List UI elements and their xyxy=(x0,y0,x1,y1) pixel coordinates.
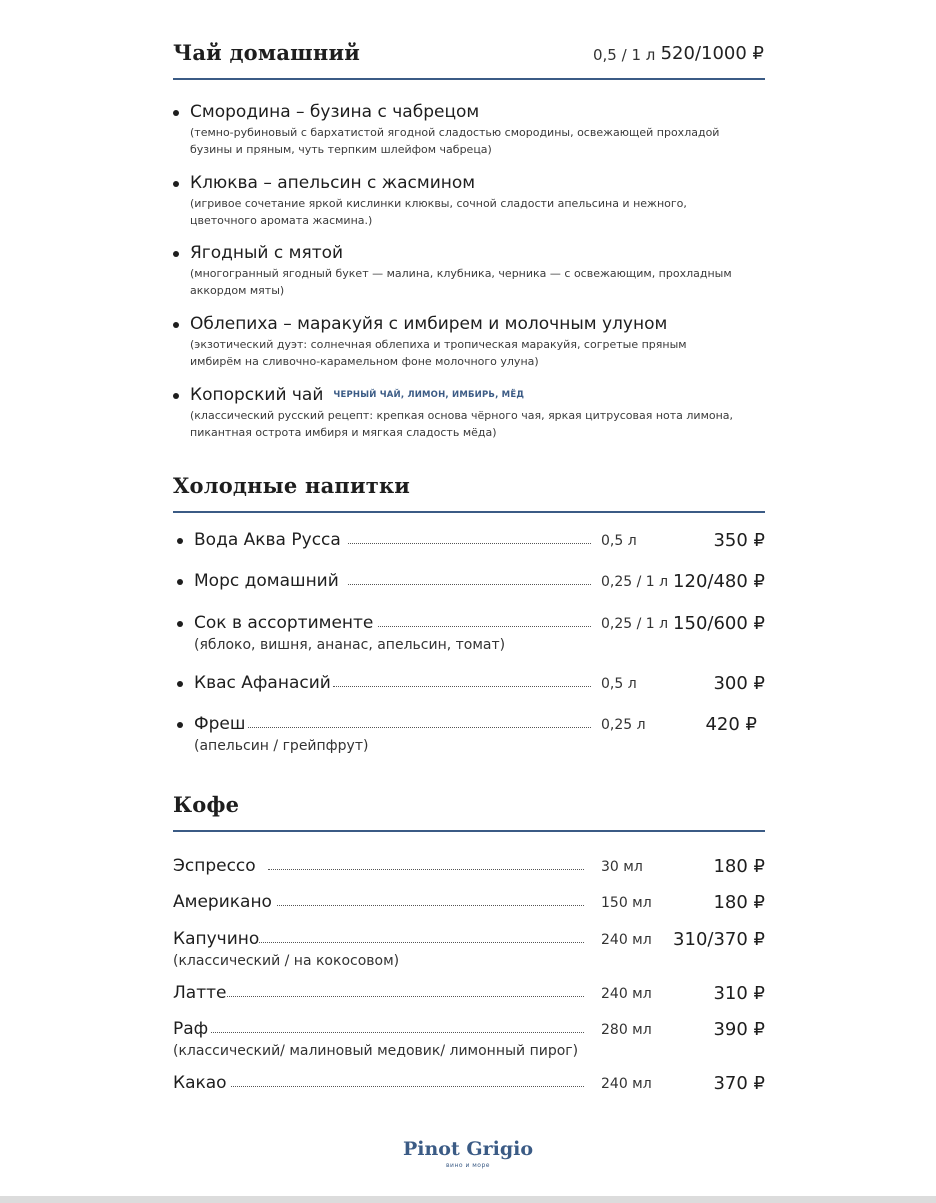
item-volume: 280 мл xyxy=(601,1022,652,1038)
tea-item-description xyxy=(190,195,687,229)
item-volume: 240 мл xyxy=(601,986,652,1002)
leader-dots xyxy=(259,942,584,943)
item-name: Вода Аква Русса xyxy=(194,530,341,550)
item-volume: 150 мл xyxy=(601,895,652,911)
menu-row xyxy=(173,929,765,969)
item-subtitle: (классический / на кокосовом) xyxy=(173,953,400,969)
bullet-icon xyxy=(173,110,179,116)
item-volume: 240 мл xyxy=(601,1076,652,1092)
item-volume: 30 мл xyxy=(601,859,643,875)
item-price: 180 ₽ xyxy=(713,892,765,913)
item-name: Фреш xyxy=(194,714,246,734)
menu-row xyxy=(173,673,765,695)
tea-item-name xyxy=(190,385,524,405)
bullet-icon xyxy=(177,579,183,585)
leader-dots xyxy=(348,584,591,585)
menu-row xyxy=(173,983,765,1005)
leader-dots xyxy=(268,869,584,870)
item-name: Морс домашний xyxy=(194,571,339,591)
item-price: 310/370 ₽ xyxy=(673,929,765,950)
leader-dots xyxy=(277,905,584,906)
tea-item-desc-line: (многогранный ягодный букет — малина, клубника, черника — с освежающим, прохладным xyxy=(190,267,732,280)
tea-item-name: Смородина – бузина с чабрецом xyxy=(190,102,480,122)
item-volume: 0,25 / 1 л xyxy=(601,616,669,632)
item-price: 350 ₽ xyxy=(713,530,765,551)
tea-item-desc-line: бузины и пряным, чуть терпким шлейфом чабреца) xyxy=(190,143,492,156)
item-volume: 0,25 л xyxy=(601,717,646,733)
cold-section-title: Холодные напитки xyxy=(173,473,411,498)
menu-row xyxy=(173,530,765,552)
bullet-icon xyxy=(173,251,179,257)
bullet-icon xyxy=(177,722,183,728)
cold-divider xyxy=(173,511,765,513)
tea-item-desc-line: (классический русский рецепт: крепкая основа чёрного чая, яркая цитрусовая нота лимона, xyxy=(190,409,734,422)
bullet-icon xyxy=(173,393,179,399)
leader-dots xyxy=(333,686,591,687)
tea-item-desc-line: имбирём на сливочно-карамельном фоне молочного улуна) xyxy=(190,355,539,368)
tea-item-description xyxy=(190,124,719,158)
menu-row xyxy=(173,571,765,593)
tea-item-name: Облепиха – маракуйя с имбирем и молочным улуном xyxy=(190,314,668,334)
item-price: 390 ₽ xyxy=(713,1019,765,1040)
item-name: Латте xyxy=(173,983,227,1003)
leader-dots xyxy=(211,1032,584,1033)
tea-section-title: Чай домашний xyxy=(173,40,361,65)
coffee-divider xyxy=(173,830,765,832)
item-name: Какао xyxy=(173,1073,227,1093)
item-subtitle: (классический/ малиновый медовик/ лимонный пирог) xyxy=(173,1043,579,1059)
item-price: 180 ₽ xyxy=(713,856,765,877)
item-price: 120/480 ₽ xyxy=(673,571,765,592)
tea-item-name: Клюква – апельсин с жасмином xyxy=(190,173,476,193)
item-subtitle: (яблоко, вишня, ананас, апельсин, томат) xyxy=(194,637,506,653)
leader-dots xyxy=(231,1086,584,1087)
tea-item-tag: ЧЕРНЫЙ ЧАЙ, ЛИМОН, ИМБИРЬ, МЁД xyxy=(333,390,525,400)
item-price: 310 ₽ xyxy=(713,983,765,1004)
tea-item-desc-line: аккордом мяты) xyxy=(190,284,285,297)
tea-item-desc-line: (темно-рубиновый с бархатистой ягодной сладостью смородины, освежающей прохладой xyxy=(190,126,720,139)
tea-item-desc-line: (игривое сочетание яркой кислинки клюквы, сочной сладости апельсина и нежного, xyxy=(190,197,687,210)
menu-row xyxy=(173,856,765,878)
brand-tagline: вино и море xyxy=(446,1162,490,1169)
item-name: Квас Афанасий xyxy=(194,673,331,693)
tea-volume: 0,5 / 1 л xyxy=(593,46,656,64)
item-name: Сок в ассортименте xyxy=(194,613,374,633)
bullet-icon xyxy=(173,322,179,328)
item-volume: 240 мл xyxy=(601,932,652,948)
menu-row xyxy=(173,892,765,914)
item-name: Раф xyxy=(173,1019,209,1039)
item-price: 300 ₽ xyxy=(713,673,765,694)
menu-row xyxy=(173,714,765,754)
menu-row xyxy=(173,1019,765,1059)
bullet-icon xyxy=(177,681,183,687)
tea-divider xyxy=(173,78,765,80)
leader-dots xyxy=(348,543,591,544)
bullet-icon xyxy=(177,621,183,627)
brand-logo: Pinot Grigio xyxy=(402,1138,533,1160)
bullet-icon xyxy=(173,181,179,187)
leader-dots xyxy=(248,727,591,728)
bullet-icon xyxy=(177,538,183,544)
item-subtitle: (апельсин / грейпфрут) xyxy=(194,738,369,754)
leader-dots xyxy=(378,626,591,627)
tea-item-description xyxy=(190,265,732,299)
tea-item-desc-line: пикантная острота имбиря и мягкая сладость мёда) xyxy=(190,426,497,439)
coffee-section-title: Кофе xyxy=(173,792,240,817)
tea-price: 520/1000 ₽ xyxy=(660,43,764,64)
leader-dots xyxy=(227,996,584,997)
item-name: Эспрессо xyxy=(173,856,256,876)
item-volume: 0,25 / 1 л xyxy=(601,574,669,590)
item-price: 420 ₽ xyxy=(705,714,757,735)
item-name: Капучино xyxy=(173,929,260,949)
tea-item-description xyxy=(190,407,733,441)
menu-row xyxy=(173,1073,765,1095)
tea-item-name: Ягодный с мятой xyxy=(190,243,344,263)
item-volume: 0,5 л xyxy=(601,676,637,692)
menu-row xyxy=(173,613,765,653)
tea-item-desc-line: цветочного аромата жасмина.) xyxy=(190,214,373,227)
tea-item-desc-line: (экзотический дуэт: солнечная облепиха и тропическая маракуйя, согретые пряным xyxy=(190,338,687,351)
item-price: 150/600 ₽ xyxy=(673,613,765,634)
item-price: 370 ₽ xyxy=(713,1073,765,1094)
item-volume: 0,5 л xyxy=(601,533,637,549)
item-name: Американо xyxy=(173,892,272,912)
tea-item-name-text: Копорский чай xyxy=(190,385,324,405)
tea-item-description xyxy=(190,336,687,370)
page-bottom-edge xyxy=(0,1196,936,1203)
